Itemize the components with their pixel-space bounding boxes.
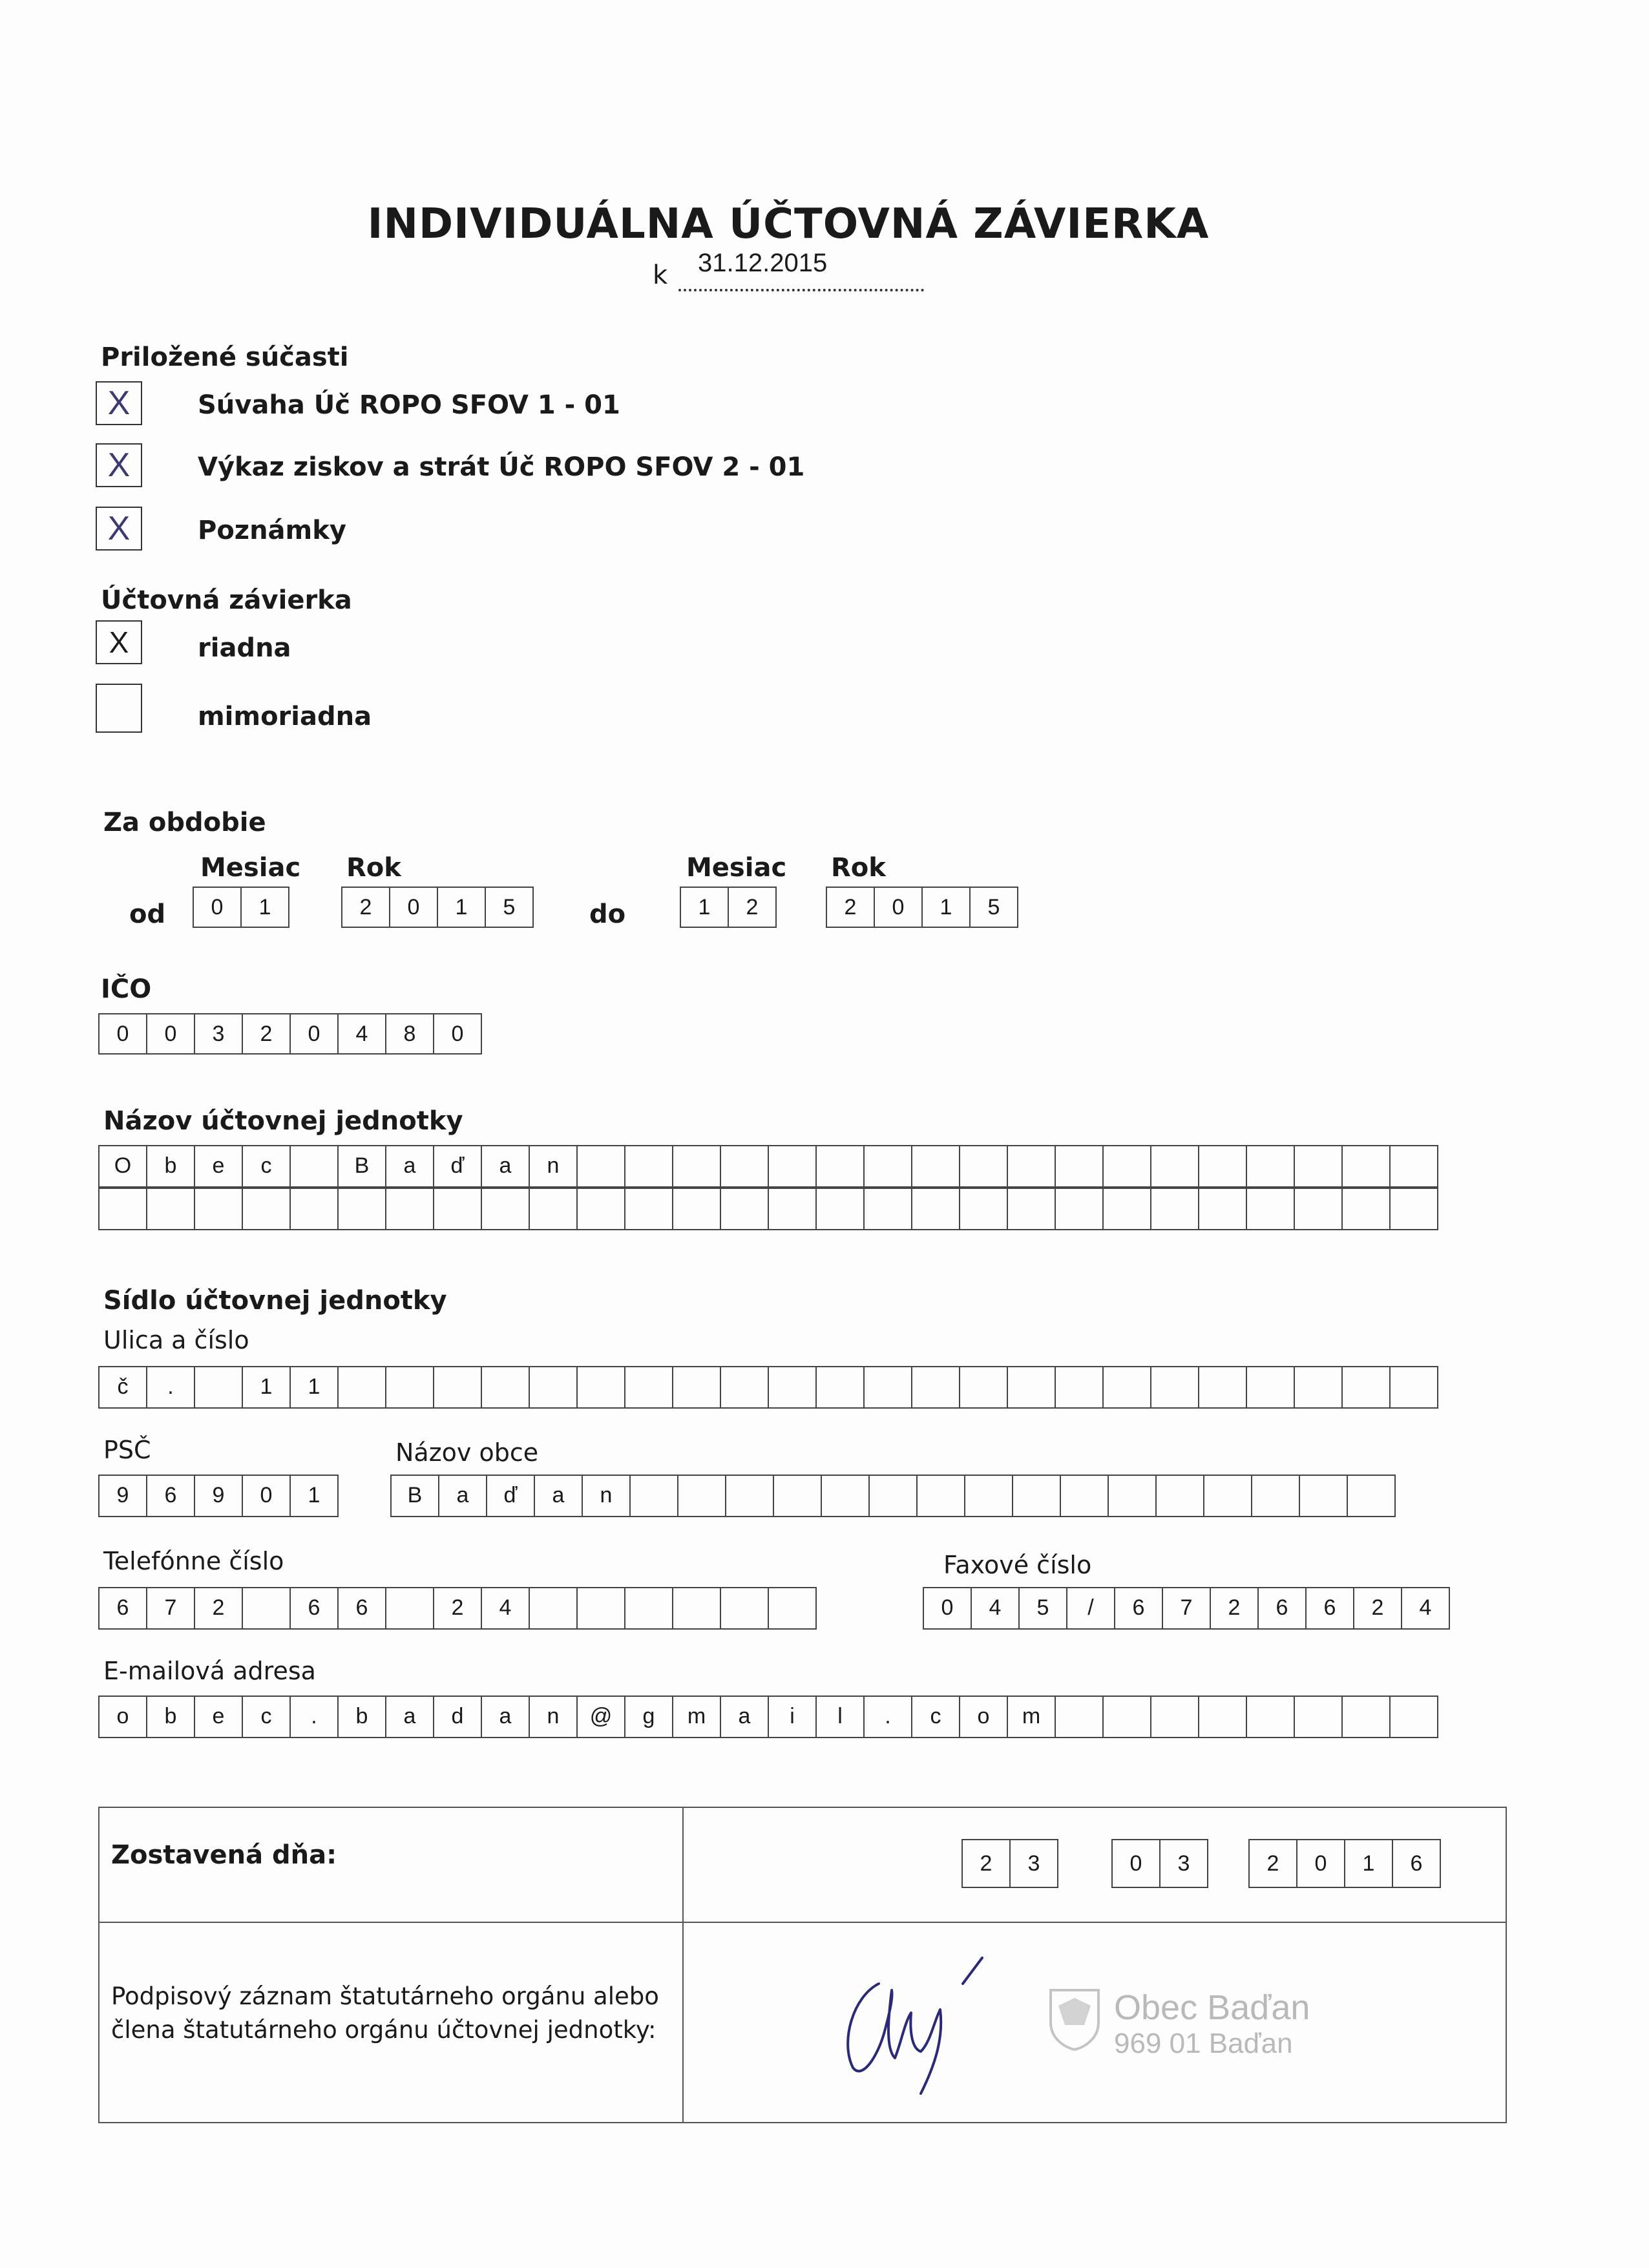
char-box[interactable]: .: [291, 1696, 339, 1738]
char-box[interactable]: [1061, 1475, 1109, 1517]
digit-box[interactable]: 1: [923, 887, 971, 928]
char-box[interactable]: a: [535, 1475, 583, 1517]
from-year-label: Rok: [346, 853, 401, 883]
char-box[interactable]: [769, 1145, 817, 1188]
char-box[interactable]: [1157, 1475, 1204, 1517]
stamp-line-2: 969 01 Baďan: [1114, 2028, 1293, 2059]
digit-box[interactable]: 3: [1011, 1839, 1058, 1888]
char-box[interactable]: /: [1067, 1587, 1115, 1630]
char-box[interactable]: [1008, 1188, 1056, 1230]
char-box[interactable]: [625, 1366, 673, 1409]
date-dotted-line: [678, 289, 924, 291]
char-box[interactable]: [1204, 1475, 1252, 1517]
char-box[interactable]: [1391, 1145, 1438, 1188]
fax-label: Faxové číslo: [943, 1551, 1092, 1579]
char-box[interactable]: 9: [195, 1475, 243, 1517]
char-box[interactable]: [673, 1587, 721, 1630]
psc-label: PSČ: [103, 1436, 151, 1464]
char-box[interactable]: b: [339, 1696, 386, 1738]
char-box[interactable]: [1056, 1366, 1104, 1409]
from-month-label: Mesiac: [200, 853, 301, 883]
char-box[interactable]: [721, 1587, 769, 1630]
char-box[interactable]: B: [339, 1145, 386, 1188]
digit-box[interactable]: 2: [1250, 1839, 1297, 1888]
char-box[interactable]: 0: [924, 1587, 972, 1630]
char-box[interactable]: [1391, 1696, 1438, 1738]
char-box[interactable]: 5: [1020, 1587, 1067, 1630]
signature-label: [111, 1980, 659, 2047]
checkbox-regular[interactable]: X: [96, 620, 142, 664]
period-heading: Za obdobie: [103, 808, 266, 837]
document-title: INDIVIDUÁLNA ÚČTOVNÁ ZÁVIERKA: [367, 200, 1210, 248]
column-divider: [682, 1808, 684, 2122]
char-box[interactable]: [195, 1366, 243, 1409]
char-box[interactable]: [673, 1366, 721, 1409]
char-box[interactable]: [1008, 1366, 1056, 1409]
char-box[interactable]: [1056, 1696, 1104, 1738]
char-box[interactable]: [291, 1188, 339, 1230]
char-box[interactable]: 2: [1354, 1587, 1402, 1630]
char-box[interactable]: c: [243, 1145, 291, 1188]
char-box[interactable]: [339, 1188, 386, 1230]
char-box[interactable]: [960, 1366, 1008, 1409]
label-profit-loss: Výkaz ziskov a strát Úč ROPO SFOV 2 - 01: [198, 452, 805, 482]
char-box[interactable]: [1151, 1145, 1199, 1188]
char-box[interactable]: a: [482, 1696, 530, 1738]
char-box[interactable]: [822, 1475, 870, 1517]
digit-box[interactable]: 2: [729, 887, 777, 928]
char-box[interactable]: c: [243, 1696, 291, 1738]
char-box[interactable]: [482, 1188, 530, 1230]
digit-box[interactable]: 1: [242, 887, 289, 928]
char-box[interactable]: [386, 1587, 434, 1630]
email-label: E-mailová adresa: [103, 1657, 316, 1685]
char-box[interactable]: [1348, 1475, 1396, 1517]
char-box[interactable]: [769, 1366, 817, 1409]
char-box[interactable]: 4: [1402, 1587, 1450, 1630]
char-box[interactable]: [865, 1145, 912, 1188]
char-box[interactable]: [721, 1188, 769, 1230]
char-box[interactable]: [1199, 1696, 1247, 1738]
digit-box[interactable]: 4: [339, 1013, 386, 1055]
char-box[interactable]: [578, 1366, 625, 1409]
char-box[interactable]: m: [1008, 1696, 1056, 1738]
digit-box[interactable]: 5: [486, 887, 534, 928]
char-box[interactable]: 1: [291, 1366, 339, 1409]
entity-name-label: Názov účtovnej jednotky: [103, 1106, 463, 1136]
digit-box[interactable]: 2: [963, 1839, 1011, 1888]
checkbox-balance-sheet[interactable]: X: [96, 381, 142, 425]
char-box[interactable]: 0: [243, 1475, 291, 1517]
seat-heading: Sídlo účtovnej jednotky: [103, 1286, 447, 1316]
char-box[interactable]: 4: [482, 1587, 530, 1630]
char-box[interactable]: [960, 1145, 1008, 1188]
char-box[interactable]: 2: [195, 1587, 243, 1630]
from-month-boxes[interactable]: [193, 887, 289, 928]
char-box[interactable]: i: [769, 1696, 817, 1738]
checkbox-notes[interactable]: X: [96, 507, 142, 551]
compiled-year-boxes[interactable]: [1248, 1839, 1441, 1888]
char-box[interactable]: a: [721, 1696, 769, 1738]
char-box[interactable]: [678, 1475, 726, 1517]
char-box[interactable]: [865, 1366, 912, 1409]
digit-box[interactable]: 1: [438, 887, 486, 928]
attachments-heading: Priložené súčasti: [101, 342, 349, 372]
digit-box[interactable]: 1: [681, 887, 729, 928]
phone-label: Telefónne číslo: [103, 1547, 284, 1575]
char-box[interactable]: [530, 1587, 578, 1630]
char-box[interactable]: [100, 1188, 147, 1230]
char-box[interactable]: @: [578, 1696, 625, 1738]
signature-label-line-2: člena štatutárneho orgánu účtovnej jednotky:: [111, 2016, 656, 2044]
char-box[interactable]: [769, 1587, 817, 1630]
char-box[interactable]: [721, 1366, 769, 1409]
digit-box[interactable]: 0: [434, 1013, 482, 1055]
char-box[interactable]: [1252, 1475, 1300, 1517]
char-box[interactable]: n: [583, 1475, 631, 1517]
char-box[interactable]: [631, 1475, 678, 1517]
date-prefix: k: [653, 260, 668, 290]
char-box[interactable]: č: [100, 1366, 147, 1409]
compiled-label: Zostavená dňa:: [111, 1840, 337, 1870]
char-box[interactable]: [386, 1366, 434, 1409]
char-box[interactable]: [960, 1188, 1008, 1230]
char-box[interactable]: 7: [147, 1587, 195, 1630]
char-box[interactable]: [530, 1366, 578, 1409]
digit-box[interactable]: 8: [386, 1013, 434, 1055]
char-box[interactable]: [1247, 1696, 1295, 1738]
date-value: 31.12.2015: [698, 249, 828, 277]
char-box[interactable]: n: [530, 1696, 578, 1738]
char-box[interactable]: [625, 1145, 673, 1188]
char-box[interactable]: [291, 1145, 339, 1188]
char-box[interactable]: [817, 1145, 865, 1188]
digit-box[interactable]: 2: [827, 887, 875, 928]
ico-label: IČO: [101, 974, 152, 1004]
char-box[interactable]: [1104, 1145, 1151, 1188]
char-box[interactable]: .: [865, 1696, 912, 1738]
char-box[interactable]: [1008, 1145, 1056, 1188]
to-year-label: Rok: [831, 853, 886, 883]
char-box[interactable]: l: [817, 1696, 865, 1738]
char-box[interactable]: .: [147, 1366, 195, 1409]
closing-heading: Účtovná závierka: [101, 585, 352, 615]
char-box[interactable]: [817, 1188, 865, 1230]
phone-boxes[interactable]: [98, 1587, 817, 1630]
to-month-boxes[interactable]: [680, 887, 777, 928]
char-box[interactable]: a: [386, 1145, 434, 1188]
stamp-line-1: Obec Baďan: [1114, 1988, 1310, 2027]
char-box[interactable]: e: [195, 1145, 243, 1188]
char-box[interactable]: B: [392, 1475, 439, 1517]
char-box[interactable]: [1199, 1145, 1247, 1188]
signature-label-line-1: Podpisový záznam štatutárneho orgánu alebo: [111, 1982, 659, 2010]
char-box[interactable]: 2: [434, 1587, 482, 1630]
street-boxes[interactable]: [98, 1366, 1438, 1409]
digit-box[interactable]: 0: [390, 887, 438, 928]
char-box[interactable]: [1199, 1188, 1247, 1230]
char-box[interactable]: [912, 1366, 960, 1409]
fax-boxes[interactable]: [923, 1587, 1450, 1630]
char-box[interactable]: [1247, 1188, 1295, 1230]
char-box[interactable]: 6: [1307, 1587, 1354, 1630]
email-boxes[interactable]: [98, 1696, 1438, 1738]
char-box[interactable]: [774, 1475, 822, 1517]
char-box[interactable]: [1151, 1696, 1199, 1738]
digit-box[interactable]: 3: [195, 1013, 243, 1055]
char-box[interactable]: [578, 1145, 625, 1188]
section-divider: [100, 1922, 1506, 1923]
char-box[interactable]: [865, 1188, 912, 1230]
char-box[interactable]: [965, 1475, 1013, 1517]
to-label: do: [589, 899, 626, 929]
char-box[interactable]: [1056, 1188, 1104, 1230]
char-box[interactable]: [1295, 1188, 1343, 1230]
char-box[interactable]: [721, 1145, 769, 1188]
char-box[interactable]: a: [439, 1475, 487, 1517]
city-label: Názov obce: [395, 1438, 539, 1467]
char-box[interactable]: 1: [291, 1475, 339, 1517]
digit-box[interactable]: 2: [342, 887, 390, 928]
from-label: od: [129, 899, 166, 929]
char-box[interactable]: [1343, 1696, 1391, 1738]
digit-box[interactable]: 3: [1161, 1839, 1208, 1888]
char-box[interactable]: [918, 1475, 965, 1517]
compiled-month-boxes[interactable]: [1111, 1839, 1208, 1888]
char-box[interactable]: [673, 1145, 721, 1188]
char-box[interactable]: [482, 1366, 530, 1409]
label-notes: Poznámky: [198, 516, 346, 545]
char-box[interactable]: a: [386, 1696, 434, 1738]
char-box[interactable]: [578, 1587, 625, 1630]
char-box[interactable]: 9: [100, 1475, 147, 1517]
char-box[interactable]: [147, 1188, 195, 1230]
char-box[interactable]: [1151, 1366, 1199, 1409]
handwritten-signature: [834, 1945, 1027, 2100]
char-box[interactable]: c: [912, 1696, 960, 1738]
char-box[interactable]: [912, 1188, 960, 1230]
char-box[interactable]: [769, 1188, 817, 1230]
char-box[interactable]: 1: [243, 1366, 291, 1409]
char-box[interactable]: [434, 1366, 482, 1409]
char-box[interactable]: o: [960, 1696, 1008, 1738]
char-box[interactable]: [870, 1475, 918, 1517]
char-box[interactable]: 6: [291, 1587, 339, 1630]
char-box[interactable]: n: [530, 1145, 578, 1188]
char-box[interactable]: b: [147, 1696, 195, 1738]
char-box[interactable]: [1151, 1188, 1199, 1230]
char-box[interactable]: 7: [1163, 1587, 1211, 1630]
char-box[interactable]: [386, 1188, 434, 1230]
char-box[interactable]: [434, 1188, 482, 1230]
street-label: Ulica a číslo: [103, 1326, 249, 1354]
char-box[interactable]: [1104, 1188, 1151, 1230]
char-box[interactable]: [1104, 1366, 1151, 1409]
char-box[interactable]: o: [100, 1696, 147, 1738]
char-box[interactable]: [1295, 1145, 1343, 1188]
char-box[interactable]: [1295, 1696, 1343, 1738]
char-box[interactable]: m: [673, 1696, 721, 1738]
municipal-stamp: [1047, 1984, 1331, 2061]
digit-box[interactable]: 0: [291, 1013, 339, 1055]
char-box[interactable]: ď: [434, 1145, 482, 1188]
char-box[interactable]: b: [147, 1145, 195, 1188]
char-box[interactable]: [1199, 1366, 1247, 1409]
digit-box[interactable]: 0: [147, 1013, 195, 1055]
char-box[interactable]: [243, 1587, 291, 1630]
char-box[interactable]: [1343, 1366, 1391, 1409]
char-box[interactable]: O: [100, 1145, 147, 1188]
char-box[interactable]: 6: [339, 1587, 386, 1630]
to-month-label: Mesiac: [686, 853, 787, 883]
checkbox-profit-loss[interactable]: X: [96, 443, 142, 487]
char-box[interactable]: [1295, 1366, 1343, 1409]
digit-box[interactable]: 5: [971, 887, 1018, 928]
char-box[interactable]: [578, 1188, 625, 1230]
char-box[interactable]: 2: [1211, 1587, 1259, 1630]
digit-box[interactable]: 2: [243, 1013, 291, 1055]
char-box[interactable]: [625, 1188, 673, 1230]
compiled-day-boxes[interactable]: [961, 1839, 1058, 1888]
char-box[interactable]: [1247, 1366, 1295, 1409]
coat-of-arms-icon: [1047, 1986, 1102, 2051]
label-extraordinary: mimoriadna: [198, 702, 372, 731]
char-box[interactable]: [912, 1145, 960, 1188]
digit-box[interactable]: 0: [100, 1013, 147, 1055]
char-box[interactable]: [673, 1188, 721, 1230]
char-box[interactable]: [1109, 1475, 1157, 1517]
char-box[interactable]: [625, 1587, 673, 1630]
char-box[interactable]: [1104, 1696, 1151, 1738]
char-box[interactable]: [530, 1188, 578, 1230]
char-box[interactable]: e: [195, 1696, 243, 1738]
char-box[interactable]: 6: [1259, 1587, 1307, 1630]
char-box[interactable]: [1343, 1145, 1391, 1188]
char-box[interactable]: a: [482, 1145, 530, 1188]
digit-box[interactable]: 0: [1113, 1839, 1161, 1888]
char-box[interactable]: [1343, 1188, 1391, 1230]
char-box[interactable]: 6: [1115, 1587, 1163, 1630]
char-box[interactable]: g: [625, 1696, 673, 1738]
digit-box[interactable]: 0: [1297, 1839, 1345, 1888]
digit-box[interactable]: 6: [1393, 1839, 1441, 1888]
char-box[interactable]: ď: [487, 1475, 535, 1517]
checkbox-extraordinary[interactable]: [96, 684, 142, 733]
digit-box[interactable]: 1: [1345, 1839, 1393, 1888]
to-year-boxes[interactable]: [826, 887, 1018, 928]
psc-boxes[interactable]: [98, 1475, 339, 1517]
char-box[interactable]: 6: [147, 1475, 195, 1517]
digit-box[interactable]: 0: [194, 887, 242, 928]
ico-boxes[interactable]: [98, 1013, 482, 1055]
char-box[interactable]: [1247, 1145, 1295, 1188]
char-box[interactable]: [817, 1366, 865, 1409]
char-box[interactable]: [1391, 1366, 1438, 1409]
char-box[interactable]: [1056, 1145, 1104, 1188]
char-box[interactable]: [195, 1188, 243, 1230]
city-boxes[interactable]: [390, 1475, 1396, 1517]
from-year-boxes[interactable]: [341, 887, 534, 928]
char-box[interactable]: [1300, 1475, 1348, 1517]
entity-name-row-2[interactable]: [98, 1188, 1438, 1230]
char-box[interactable]: [726, 1475, 774, 1517]
char-box[interactable]: [1391, 1188, 1438, 1230]
char-box[interactable]: 4: [972, 1587, 1020, 1630]
digit-box[interactable]: 0: [875, 887, 923, 928]
char-box[interactable]: [1013, 1475, 1061, 1517]
char-box[interactable]: 6: [100, 1587, 147, 1630]
label-balance-sheet: Súvaha Úč ROPO SFOV 1 - 01: [198, 390, 620, 420]
entity-name-row-1[interactable]: [98, 1145, 1438, 1188]
char-box[interactable]: [243, 1188, 291, 1230]
char-box[interactable]: [339, 1366, 386, 1409]
char-box[interactable]: d: [434, 1696, 482, 1738]
label-regular: riadna: [198, 633, 291, 663]
